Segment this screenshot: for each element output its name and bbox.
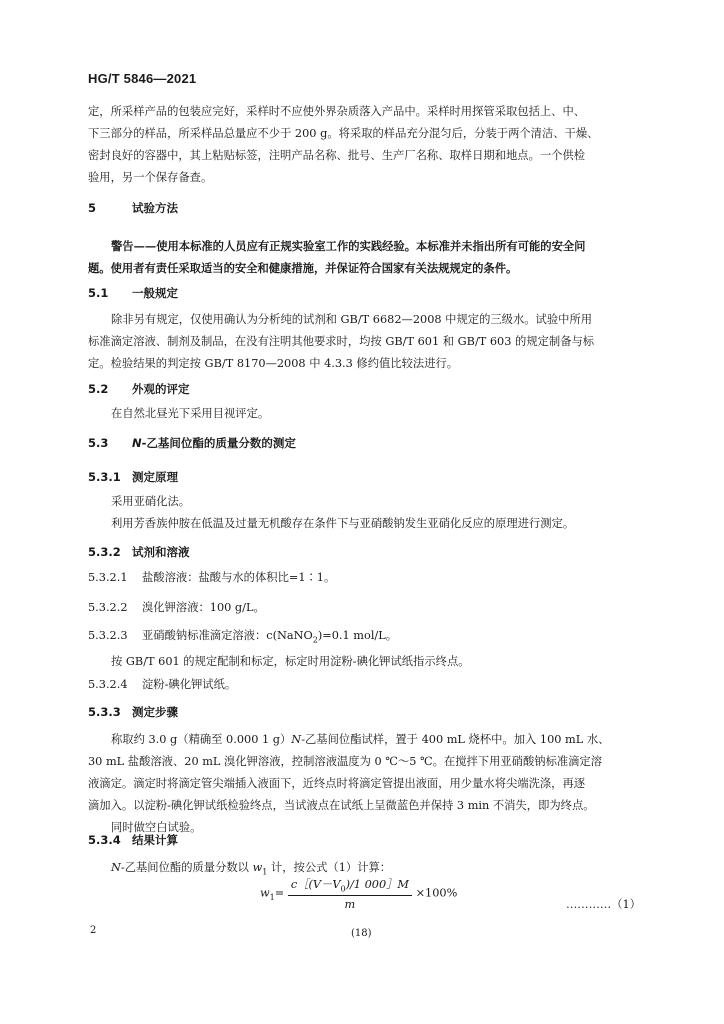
section-title: -乙基间位酯的质量分数的测定	[141, 436, 296, 450]
formula-denominator: m	[344, 898, 356, 912]
item-text: )=0.1 mol/L。	[317, 629, 398, 642]
section-title: 外观的评定	[132, 382, 190, 396]
section-title: 一般规定	[132, 286, 178, 300]
section-title: 测定步骤	[132, 705, 178, 719]
item-text: 溴化钾溶液：100 g/L。	[142, 601, 265, 614]
item-text: 亚硝酸钠标准滴定溶液：c(NaNO	[142, 629, 313, 642]
body-text: 计，按公式（1）计算：	[267, 861, 392, 874]
section-5-1-heading	[88, 285, 178, 301]
intro-line: 密封良好的容器中，其上粘贴标签，注明产品名称、批号、生产厂名称、取样日期和地点。一个供检	[88, 149, 586, 162]
section-number: 5.3.2	[88, 545, 121, 559]
item-number: 5.3.2.1	[88, 571, 128, 584]
formula-1	[260, 876, 457, 911]
body-text: -乙基间位酯试样，置于 400 mL 烧杯中。加入 100 mL 水、	[301, 733, 610, 746]
body-line: 液滴定。滴定时将滴定管尖端插入液面下，近终点时将滴定管提出液面，用少量水将尖端洗涤，再逐	[88, 777, 586, 790]
formula-tail: ×100%	[415, 886, 458, 900]
body-line: 定。检验结果的判定按 GB/T 8170—2008 中 4.3.3 修约值比较法进行。	[88, 357, 459, 370]
intro-line: 下三部分的样品，所采样品总量应不少于 200 g。将采取的样品充分混匀后，分装于两个清洁、干燥、	[88, 127, 599, 140]
standard-number: HG/T 5846—2021	[88, 71, 197, 86]
section-5-3-1-heading	[88, 469, 178, 485]
body-line: 除非另有规定，仅使用确认为分析纯的试剂和 GB/T 6682—2008 中规定的三级水。试验中所用	[111, 313, 593, 326]
section-number: 5	[88, 201, 97, 215]
body-italic: N	[111, 861, 121, 874]
body-italic: N	[291, 733, 302, 746]
formula-lhs-subscript: 1	[269, 892, 275, 902]
body-line: 标准滴定溶液、制剂及制品，在没有注明其他要求时，均按 GB/T 601 和 GB/T 603 的规定制备与标	[88, 335, 595, 348]
item-5-3-2-2	[88, 597, 265, 619]
body-line: 30 mL 盐酸溶液、20 mL 溴化钾溶液，控制溶液温度为 0 ℃～5 ℃。在搅拌下用亚硝酸钠标准滴定溶	[88, 755, 603, 768]
body-line: 利用芳香族仲胺在低温及过量无机酸存在条件下与亚硝酸钠发生亚硝化反应的原理进行测定。	[111, 517, 575, 530]
item-5-3-2-1	[88, 567, 335, 589]
formula-fraction	[288, 876, 412, 911]
page-number: 2	[90, 925, 97, 936]
section-5-3-3-body	[88, 729, 609, 839]
section-5-1-body	[88, 309, 594, 375]
section-title: 结果计算	[132, 833, 178, 847]
formula-numerator-text: c［(V－V	[290, 878, 341, 891]
section-number: 5.3.1	[88, 470, 121, 484]
formula-lhs: w	[260, 886, 270, 900]
section-5-2-body: 在自然北昼光下采用目视评定。	[111, 407, 270, 420]
item-5-3-2-3	[88, 625, 470, 673]
intro-line: 验用，另一个保存备查。	[88, 171, 213, 184]
formula-numerator-subscript: 0	[340, 884, 346, 894]
subscript: 1	[262, 867, 268, 877]
formula-numerator-text: )/1 000］M	[345, 878, 409, 891]
section-5-3-heading	[88, 435, 296, 451]
section-number: 5.1	[88, 286, 109, 300]
section-5-3-3-heading	[88, 704, 178, 720]
intro-paragraph	[88, 101, 598, 189]
section-5-heading	[88, 200, 178, 216]
section-number: 5.3.4	[88, 833, 121, 847]
subscript: 2	[312, 635, 318, 645]
formula-label: …………（1）	[566, 898, 641, 911]
body-line: 滴加入。以淀粉-碘化钾试纸检验终点，当试液点在试纸上呈微蓝色并保持 3 min 不消失，即为终点。	[88, 799, 595, 812]
section-number: 5.3.3	[88, 705, 121, 719]
section-5-3-4-heading	[88, 832, 178, 848]
body-line: 采用亚硝化法。	[111, 495, 191, 508]
body-line: 按 GB/T 601 的规定配制和标定，标定时用淀粉-碘化钾试纸指示终点。	[111, 655, 470, 669]
section-5-3-2-heading	[88, 544, 190, 560]
item-text: 盐酸溶液：盐酸与水的体积比=1∶1。	[142, 571, 336, 584]
item-number: 5.3.2.4	[88, 678, 128, 691]
warning-line: 题。使用者有责任采取适当的安全和健康措施，并保证符合国家有关法规规定的条件。	[88, 261, 518, 275]
section-number: 5.2	[88, 382, 109, 396]
section-5-3-1-body	[111, 491, 574, 535]
section-number: 5.3	[88, 436, 109, 450]
footer-center-number: (18)	[351, 928, 372, 939]
body-italic: w	[252, 861, 263, 874]
formula-numerator	[288, 876, 412, 896]
warning-paragraph	[88, 235, 585, 279]
formula-equals: =	[274, 886, 285, 900]
body-line: 同时做空白试验。	[111, 821, 202, 834]
body-text: 称取约 3.0 g（精确至 0.000 1 g）	[111, 733, 292, 746]
section-title-italic: N	[132, 436, 142, 450]
item-number: 5.3.2.3	[88, 629, 128, 642]
item-5-3-2-4	[88, 674, 236, 696]
item-text: 淀粉-碘化钾试纸。	[142, 678, 237, 691]
section-title: 测定原理	[132, 470, 178, 484]
section-title: 试剂和溶液	[132, 545, 190, 559]
section-5-2-heading	[88, 381, 190, 397]
warning-line: 警告——使用本标准的人员应有正规实验室工作的实践经验。本标准并未指出所有可能的安全问	[111, 239, 586, 253]
intro-line: 定，所采样产品的包装应完好，采样时不应使外界杂质落入产品中。采样时用探管采取包括上、中、	[88, 105, 586, 118]
body-text: -乙基间位酯的质量分数以	[120, 861, 253, 874]
item-number: 5.3.2.2	[88, 601, 128, 614]
section-title: 试验方法	[132, 201, 178, 215]
